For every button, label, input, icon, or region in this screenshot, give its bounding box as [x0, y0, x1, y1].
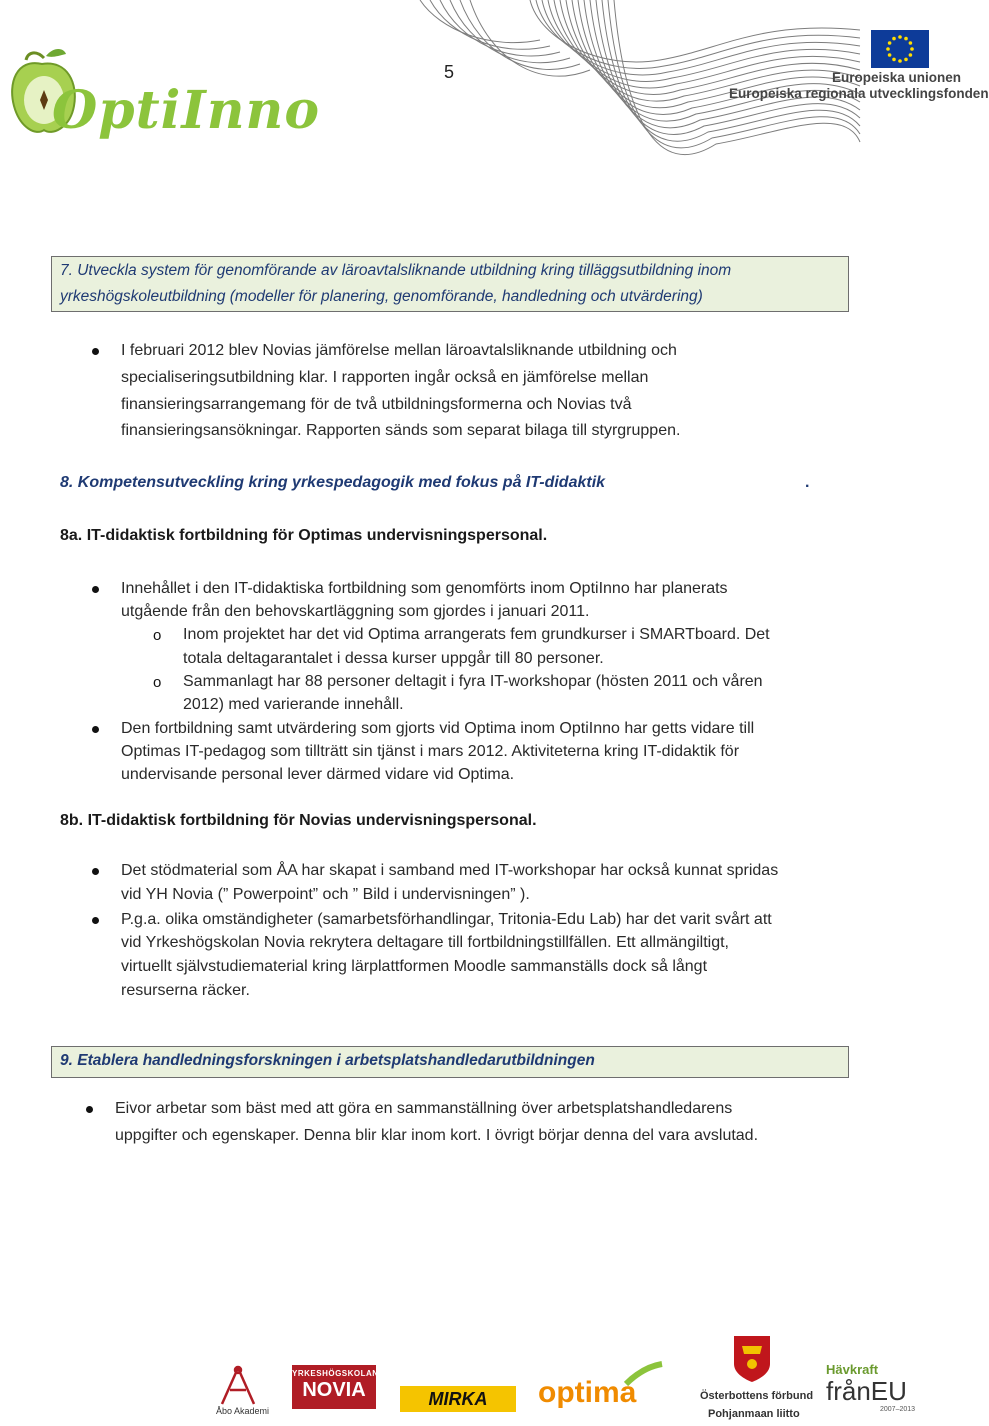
havkraft-fran-eu-logo	[826, 1362, 926, 1418]
paragraph-line: Inom projektet har det vid Optima arrangerats fem grundkurser i SMARTboard. Det	[183, 626, 770, 643]
sub-bullet-icon: o	[153, 674, 162, 691]
section-7-heading-box	[51, 256, 849, 312]
paragraph-line: Det stödmaterial som ÅA har skapat i samband med IT-workshopar har också kunnat spridas	[121, 862, 779, 879]
eu-flag-icon	[871, 30, 929, 68]
paragraph-line: uppgifter och egenskaper. Denna blir klar inom kort. I övrigt börjar denna del vara avslutad.	[115, 1127, 759, 1144]
paragraph-line: resurserna räcker.	[121, 982, 250, 999]
bullet-icon	[92, 868, 99, 875]
eu-label-union: Europeiska unionen	[832, 70, 962, 85]
bullet-icon	[92, 917, 99, 924]
section-7-title-line-2: yrkeshögskoleutbildning (modeller för planering, genomförande, handledning och utvärdering)	[60, 288, 703, 305]
paragraph-line: undervisande personal lever därmed vidare vid Optima.	[121, 766, 515, 783]
novia-main-label: NOVIA	[302, 1379, 366, 1401]
optima-logo	[538, 1362, 672, 1412]
section-9-title: 9. Etablera handledningsforskningen i arbetsplatshandledarutbildningen	[60, 1052, 595, 1069]
havkraft-years: 2007–2013	[880, 1406, 916, 1413]
novia-top-label: YRKESHÖGSKOLAN	[292, 1369, 379, 1378]
paragraph-line: vid YH Novia (” Powerpoint” och ” Bild i undervisningen” ).	[121, 886, 530, 903]
abo-akademi-logo	[216, 1364, 270, 1420]
paragraph-line: virtuellt självstudiematerial kring lärplattformen Moodle sammanställs dock så långt	[121, 958, 708, 975]
paragraph-line: 2012) med varierande innehåll.	[183, 696, 404, 713]
section-9-heading-box	[51, 1046, 849, 1078]
paragraph-line: utgående från den behovskartläggning som gjordes i januari 2011.	[121, 603, 590, 620]
bullet-icon	[92, 586, 99, 593]
bullet-icon	[92, 726, 99, 733]
page-number: 5	[444, 62, 455, 82]
osterbottens-forbund-logo	[700, 1334, 814, 1424]
bullet-icon	[86, 1106, 93, 1113]
paragraph-line: I februari 2012 blev Novias jämförelse mellan läroavtalsliknande utbildning och	[121, 342, 677, 359]
section-8-title-dot: .	[805, 474, 810, 491]
section-8-title	[60, 474, 605, 492]
sub-bullet-icon: o	[153, 627, 162, 644]
eu-label-fund: Europeiska regionala utvecklingsfonden	[729, 86, 989, 101]
mirka-logo: MIRKA	[400, 1386, 516, 1412]
optima-wordmark: optima	[538, 1376, 637, 1409]
paragraph-line: vid Yrkeshögskolan Novia rekrytera deltagare till fortbildningstillfällen. Ett allmängiltigt,	[121, 934, 729, 951]
paragraph-line: P.g.a. olika omständigheter (samarbetsförhandlingar, Tritonia-Edu Lab) har det varit svårt att	[121, 911, 772, 928]
fran-eu-label: frånEU	[826, 1376, 907, 1406]
paragraph-line: Innehållet i den IT-didaktiska fortbildning som genomförts inom OptiInno har planerats	[121, 580, 728, 597]
havkraft-label: Hävkraft	[826, 1362, 879, 1377]
paragraph-line: Sammanlagt har 88 personer deltagit i fyra IT-workshopar (hösten 2011 och våren	[183, 673, 763, 690]
abo-akademi-icon	[216, 1364, 260, 1408]
paragraph-line: finansieringsarrangemang för de två utbildningsformerna och Novias två	[121, 396, 632, 413]
osterbottens-label: Österbottens förbund	[700, 1390, 814, 1402]
paragraph-line: Eivor arbetar som bäst med att göra en sammanställning över arbetsplatshandledarens	[115, 1100, 733, 1117]
optiinno-logo	[6, 30, 321, 141]
bullet-icon	[92, 348, 99, 355]
novia-logo	[292, 1365, 379, 1409]
paragraph-line: Den fortbildning samt utvärdering som gjorts vid Optima inom OptiInno har getts vidare till	[121, 720, 755, 737]
abo-akademi-label: Åbo Akademi	[216, 1406, 270, 1416]
paragraph-line: totala deltagarantalet i dessa kurser uppgår till 80 personer.	[183, 650, 604, 667]
paragraph-line: specialiseringsutbildning klar. I rapporten ingår också en jämförelse mellan	[121, 369, 649, 386]
coat-of-arms-icon	[732, 1334, 772, 1384]
paragraph-line: Optimas IT-pedagog som tillträtt sin tjänst i mars 2012. Aktiviteterna kring IT-didaktik för	[121, 743, 740, 760]
section-8b-title: 8b. IT-didaktisk fortbildning för Novias undervisningspersonal.	[60, 812, 537, 829]
section-8a-title: 8a. IT-didaktisk fortbildning för Optimas undervisningspersonal.	[60, 527, 548, 544]
section-8-title-text: 8. Kompetensutveckling kring yrkespedagogik med fokus på IT-didaktik	[60, 474, 606, 491]
optiinno-wordmark: OptiInno	[52, 80, 321, 141]
section-7-title-line-1: 7. Utveckla system för genomförande av läroavtalsliknande utbildning kring tilläggsutbildning inom	[60, 262, 732, 279]
pohjanmaan-label: Pohjanmaan liitto	[708, 1408, 800, 1420]
paragraph-line: finansieringsansökningar. Rapporten sänds som separat bilaga till styrgruppen.	[121, 422, 681, 439]
